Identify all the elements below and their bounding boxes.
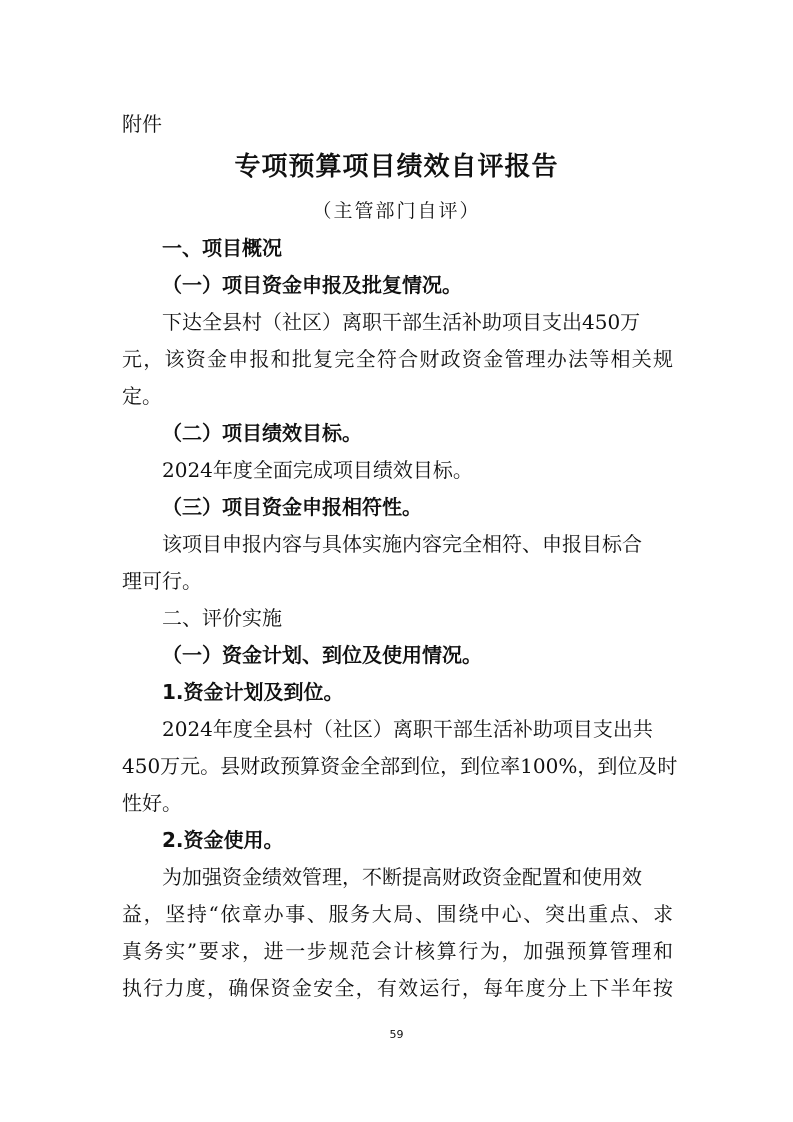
section-1-1-heading: （一）项目资金申报及批复情况。 [162, 273, 462, 297]
section-1-3-heading: （三）项目资金申报相符性。 [162, 495, 422, 519]
attachment-label: 附件 [122, 112, 162, 136]
paragraph-line: 该项目申报内容与具体实施内容完全相符、申报目标合 [162, 532, 642, 556]
paragraph-line: 下达全县村（社区）离职干部生活补助项目支出450万 [162, 310, 641, 334]
section-1-2-heading: （二）项目绩效目标。 [162, 421, 362, 445]
paragraph-line: 益，坚持“依章办事、服务大局、围绕中心、突出重点、求 [122, 902, 673, 926]
paragraph-line: 元，该资金申报和批复完全符合财政资金管理办法等相关规 [122, 347, 673, 371]
paragraph-line: 2024年度全县村（社区）离职干部生活补助项目支出共 [162, 717, 653, 741]
item-2-heading: 2.资金使用。 [162, 828, 284, 852]
page-number: 59 [389, 1028, 404, 1041]
paragraph-line: 理可行。 [122, 569, 202, 593]
paragraph-line: 450万元。县财政预算资金全部到位，到位率100%，到位及时 [122, 754, 678, 778]
paragraph-line: 2024年度全面完成项目绩效目标。 [162, 458, 473, 482]
section-2-1-heading: （一）资金计划、到位及使用情况。 [162, 643, 482, 667]
paragraph-line: 真务实”要求，进一步规范会计核算行为，加强预算管理和 [122, 939, 673, 963]
paragraph-line: 执行力度，确保资金安全，有效运行，每年度分上下半年按 [122, 976, 673, 1000]
paragraph-line: 为加强资金绩效管理，不断提高财政资金配置和使用效 [162, 865, 642, 889]
item-1-heading: 1.资金计划及到位。 [162, 680, 344, 704]
section-1-heading: 一、项目概况 [162, 236, 282, 260]
paragraph-line: 性好。 [122, 791, 182, 815]
section-2-heading: 二、评价实施 [162, 606, 282, 630]
paragraph-line: 定。 [122, 384, 162, 408]
document-title: 专项预算项目绩效自评报告 [234, 152, 559, 182]
document-subtitle: （主管部门自评） [312, 200, 481, 222]
